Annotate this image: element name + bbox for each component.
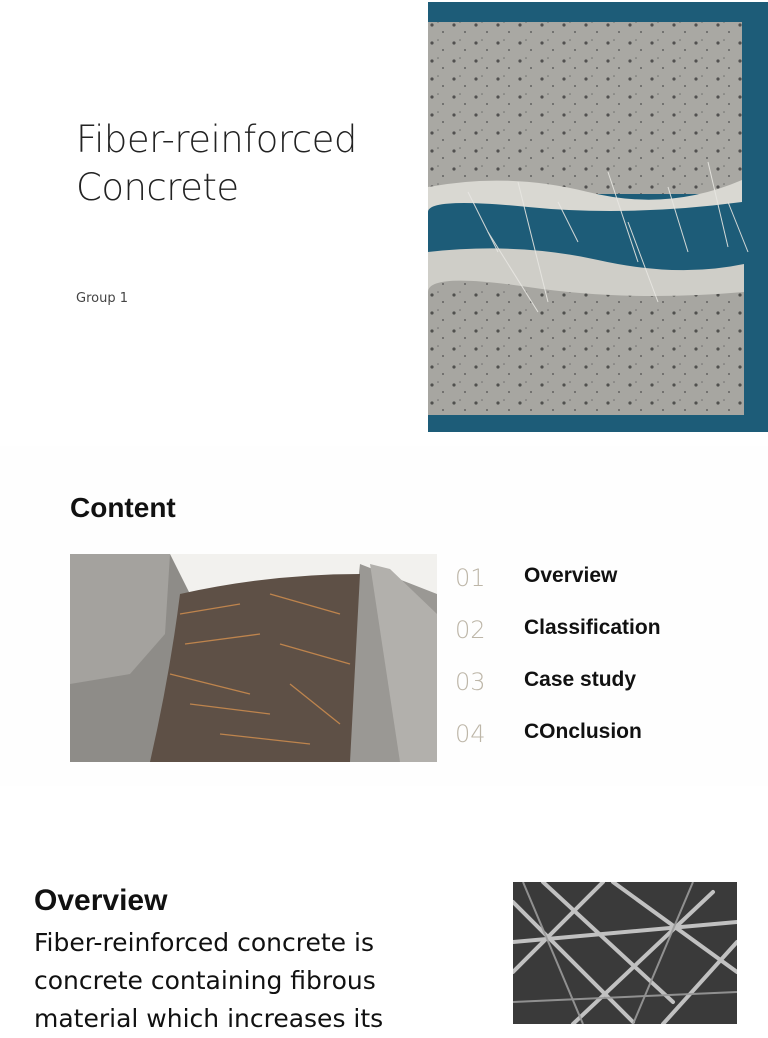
content-heading: Content [70,492,176,523]
content-slide [0,446,768,786]
item-label: COnclusion [524,720,642,743]
item-number: 02 [455,616,486,644]
fractured-concrete-photo [428,2,768,432]
item-label: Overview [524,564,618,587]
overview-slide [0,840,768,1033]
slide-subtitle: Group 1 [76,291,128,306]
item-number: 03 [455,668,486,696]
item-label: Classification [524,616,661,639]
item-number: 01 [455,564,486,592]
overview-paragraph: Fiber-reinforced concrete is concrete containing fibrous material which increases its [34,928,384,1033]
slide-title: Fiber-reinforced Concrete [76,118,357,209]
overview-heading: Overview [34,884,168,917]
steel-fibers-photo [513,882,737,1024]
title-slide [0,0,768,434]
item-label: Case study [524,668,637,691]
item-number: 04 [455,720,486,748]
broken-concrete-photo [70,554,437,762]
